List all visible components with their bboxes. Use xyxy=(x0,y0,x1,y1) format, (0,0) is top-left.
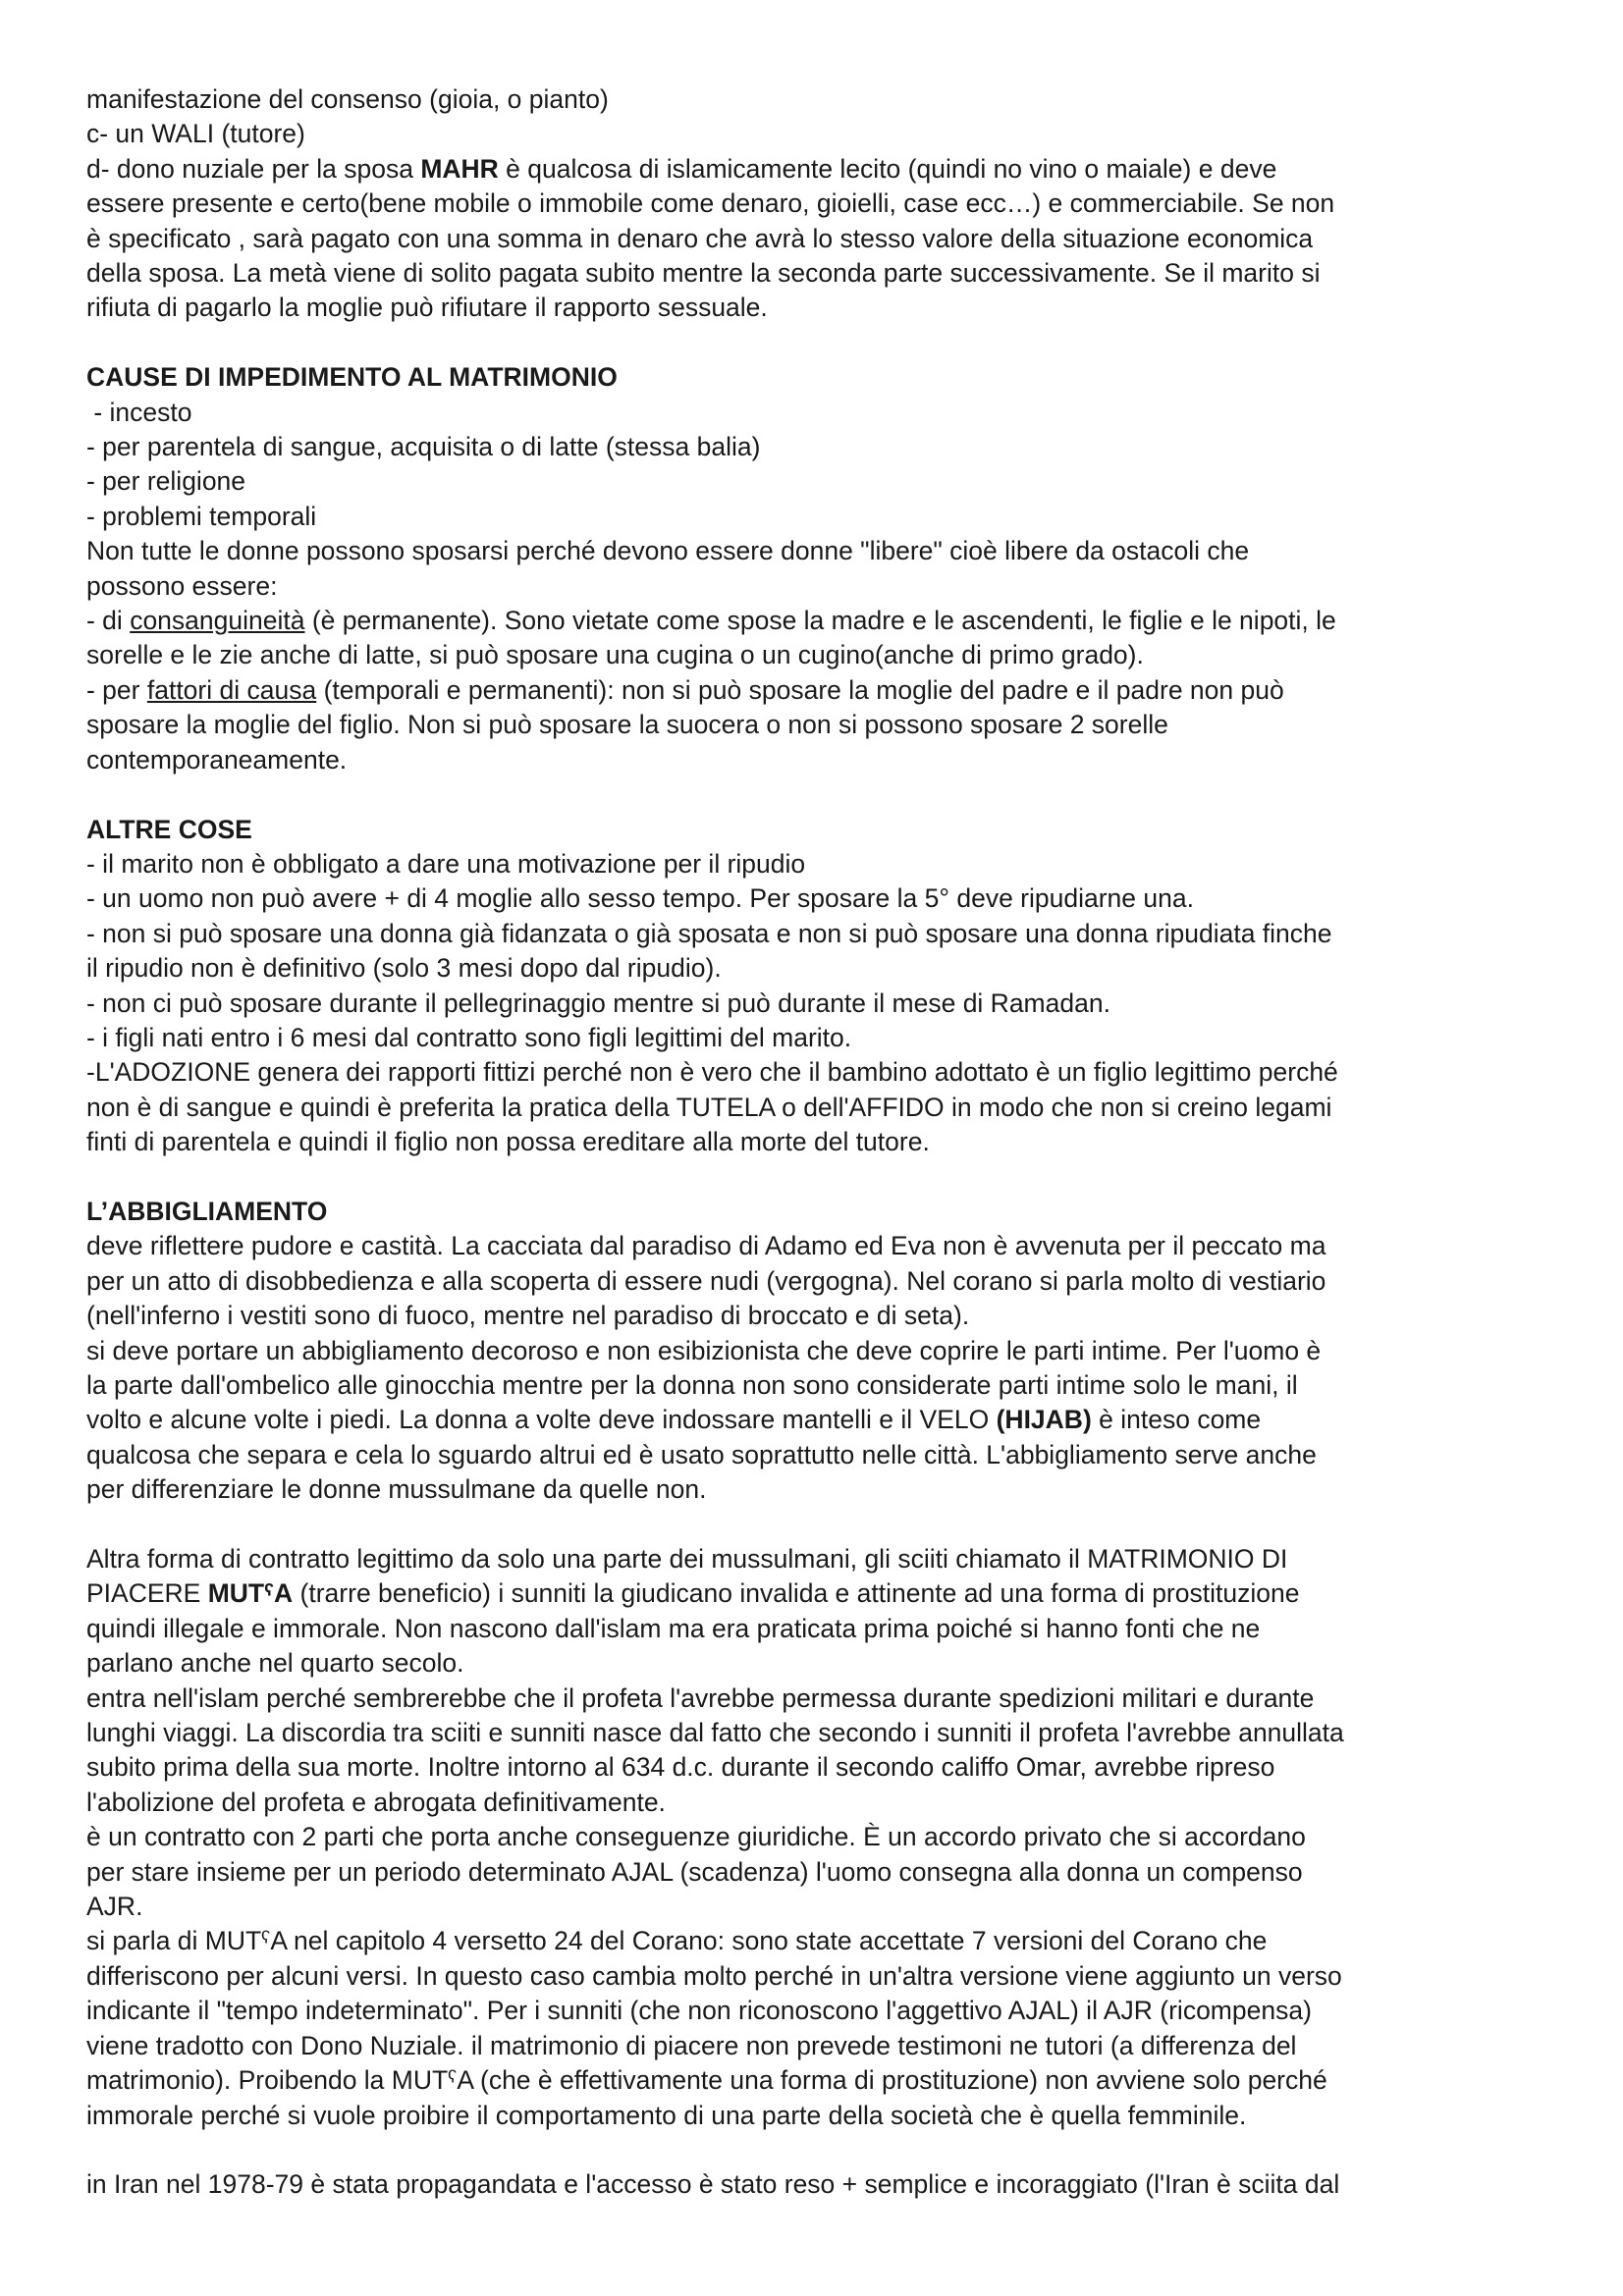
list-item: - per religione xyxy=(86,466,246,497)
list-item: - non ci può sposare durante il pellegrinaggio mentre si può durante il mese di Ramadan. xyxy=(86,988,1110,1018)
text-line: indicante il "tempo indeterminato". Per i sunniti (che non riconoscono l'aggettivo AJAL) il AJR (ricompensa) xyxy=(86,1996,1312,2026)
text-line: (nell'inferno i vestiti sono di fuoco, mentre nel paradiso di broccato e di seta). xyxy=(86,1301,970,1331)
text-line xyxy=(86,152,1559,187)
text-span: (è permanente). Sono vietate come spose la madre e le ascendenti, le figlie e le nipoti, le xyxy=(304,606,1336,636)
paragraph-gap xyxy=(86,326,1559,360)
text-line: finti di parentela e quindi il figlio non possa ereditare alla morte del tutore. xyxy=(86,1127,930,1157)
text-line: deve riflettere pudore e castità. La cacciata dal paradiso di Adamo ed Eva non è avvenuta per il peccato ma xyxy=(86,1231,1326,1261)
text-line: lunghi viaggi. La discordia tra sciiti e sunniti nasce dal fatto che secondo i sunniti il profeta l'avrebbe annullata xyxy=(86,1718,1344,1748)
term-fattori-di-causa: fattori di causa xyxy=(146,674,317,705)
text-line: sposare la moglie del figlio. Non si può sposare la suocera o non si possono sposare 2 sorelle xyxy=(86,710,1168,740)
list-item: - problemi temporali xyxy=(86,501,317,531)
text-line: differiscono per alcuni versi. In questo caso cambia molto perché in un'altra versione viene aggiunto un verso xyxy=(86,1960,1342,1991)
text-line: è specificato , sarà pagato con una somma in denaro che avrà lo stesso valore della situazione economica xyxy=(86,223,1314,253)
term-hijab: (HIJAB) xyxy=(996,1405,1092,1435)
list-item: -L'ADOZIONE genera dei rapporti fittizi perché non è vero che il bambino adottato è un figlio legittimo perché xyxy=(86,1057,1338,1088)
text-span: PIACERE xyxy=(86,1578,208,1609)
text-line xyxy=(86,673,1559,708)
document-page xyxy=(86,82,1559,2203)
text-line: l'abolizione del profeta e abrogata definitivamente. xyxy=(86,1787,666,1817)
text-line: rifiuta di pagarlo la moglie può rifiutare il rapporto sessuale. xyxy=(86,293,768,323)
text-line: Altra forma di contratto legittimo da solo una parte dei mussulmani, gli sciiti chiamato il MATRIMONIO DI xyxy=(86,1544,1288,1574)
text-line: entra nell'islam perché sembrerebbe che il profeta l'avrebbe permessa durante spedizioni militari e durante xyxy=(86,1682,1315,1713)
list-item: - il marito non è obbligato a dare una motivazione per il ripudio xyxy=(86,848,806,879)
paragraph-gap xyxy=(86,777,1559,812)
paragraph-gap xyxy=(86,2133,1559,2167)
text-line: la parte dall'ombelico alle ginocchia mentre per la donna non sono considerate parti intime solo le mani, il xyxy=(86,1369,1298,1400)
text-line: parlano anche nel quarto secolo. xyxy=(86,1648,464,1679)
text-line: subito prima della sua morte. Inoltre intorno al 634 d.c. durante il secondo califfo Omar, avrebbe ripreso xyxy=(86,1752,1275,1783)
text-line: contemporaneamente. xyxy=(86,744,348,774)
list-item: - per parentela di sangue, acquisita o di latte (stessa balia) xyxy=(86,432,761,462)
text-line xyxy=(86,1403,1559,1437)
text-line: si parla di MUTˁA nel capitolo 4 versetto 24 del Corano: sono state accettate 7 versioni del Corano che xyxy=(86,1926,1268,1956)
paragraph-gap xyxy=(86,1160,1559,1195)
text-line: si deve portare un abbigliamento decoroso e non esibizionista che deve coprire le parti intime. Per l'uomo è xyxy=(86,1335,1322,1365)
text-span: è qualcosa di islamicamente lecito (quindi no vino o maiale) e deve xyxy=(498,153,1277,184)
text-span: volto e alcune volte i piedi. La donna a volte deve indossare mantelli e il VELO xyxy=(86,1405,997,1435)
text-span: (temporali e permanenti): non si può sposare la moglie del padre e il padre non può xyxy=(316,674,1284,705)
text-span: è inteso come xyxy=(1091,1405,1262,1435)
text-line: Non tutte le donne possono sposarsi perché devono essere donne "libere" cioè libere da ostacoli che xyxy=(86,536,1250,566)
text-line xyxy=(86,604,1559,638)
text-line: possono essere: xyxy=(86,570,278,601)
text-line: AJR. xyxy=(86,1892,143,1922)
term-mahr: MAHR xyxy=(420,153,499,184)
text-span: (trarre beneficio) i sunniti la giudicano invalida e attinente ad una forma di prostituzione xyxy=(293,1578,1300,1609)
list-item: - non si può sposare una donna già fidanzata o già sposata e non si può sposare una donna ripudiata finche xyxy=(86,918,1332,948)
term-mutaa: MUTˁA xyxy=(207,1578,294,1609)
text-span: - per xyxy=(86,674,147,705)
text-line: non è di sangue e quindi è preferita la pratica della TUTELA o dell'AFFIDO in modo che non si creino legami xyxy=(86,1092,1332,1122)
text-line: quindi illegale e immorale. Non nascono dall'islam ma era praticata prima poiché si hanno fonti che ne xyxy=(86,1613,1261,1643)
text-line: immorale perché si vuole proibire il comportamento di una parte della società che è quella femminile. xyxy=(86,2100,1247,2130)
list-item: - incesto xyxy=(86,397,192,427)
section-heading-altre: ALTRE COSE xyxy=(86,814,252,844)
text-line: qualcosa che separa e cela lo sguardo altrui ed è usato soprattutto nelle città. L'abbigliamento serve anche xyxy=(86,1439,1317,1469)
text-line: c- un WALI (tutore) xyxy=(86,119,305,149)
text-line: matrimonio). Proibendo la MUTˁA (che è effettivamente una forma di prostituzione) non avviene solo perché xyxy=(86,2065,1327,2096)
text-line: in Iran nel 1978-79 è stata propagandata e l'accesso è stato reso + semplice e incoraggiato (l'Iran è sciita dal xyxy=(86,2169,1340,2200)
text-span: d- dono nuziale per la sposa xyxy=(86,153,421,184)
list-item: - i figli nati entro i 6 mesi dal contratto sono figli legittimi del marito. xyxy=(86,1022,852,1052)
text-line: per stare insieme per un periodo determinato AJAL (scadenza) l'uomo consegna alla donna un compenso xyxy=(86,1856,1303,1887)
text-line: sorelle e le zie anche di latte, si può sposare una cugina o un cugino(anche di primo grado). xyxy=(86,640,1144,670)
term-consanguineita: consanguineità xyxy=(130,606,305,636)
text-line: viene tradotto con Dono Nuziale. il matrimonio di piacere non prevede testimoni ne tutori (a differenza del xyxy=(86,2030,1297,2060)
text-line: per differenziare le donne mussulmane da quelle non. xyxy=(86,1474,707,1505)
list-item: - un uomo non può avere + di 4 moglie allo sesso tempo. Per sposare la 5° deve ripudiarne una. xyxy=(86,883,1194,914)
text-line: manifestazione del consenso (gioia, o pianto) xyxy=(86,84,609,114)
text-line xyxy=(86,1576,1559,1611)
text-line: essere presente e certo(bene mobile o immobile come denaro, gioielli, case ecc…) e commerciabile. Se non xyxy=(86,188,1335,219)
section-heading-cause: CAUSE DI IMPEDIMENTO AL MATRIMONIO xyxy=(86,362,618,393)
text-line: il ripudio non è definitivo (solo 3 mesi dopo dal ripudio). xyxy=(86,953,722,984)
text-line: per un atto di disobbedienza e alla scoperta di essere nudi (vergogna). Nel corano si parla molto di vestiario xyxy=(86,1265,1326,1296)
paragraph-gap xyxy=(86,1508,1559,1542)
text-span: - di xyxy=(86,606,131,636)
text-line: della sposa. La metà viene di solito pagata subito mentre la seconda parte successivamente. Se il marito si xyxy=(86,258,1321,289)
section-heading-abbigliamento: L’ABBIGLIAMENTO xyxy=(86,1196,328,1226)
text-line: è un contratto con 2 parti che porta anche conseguenze giuridiche. È un accordo privato che si accordano xyxy=(86,1822,1306,1852)
